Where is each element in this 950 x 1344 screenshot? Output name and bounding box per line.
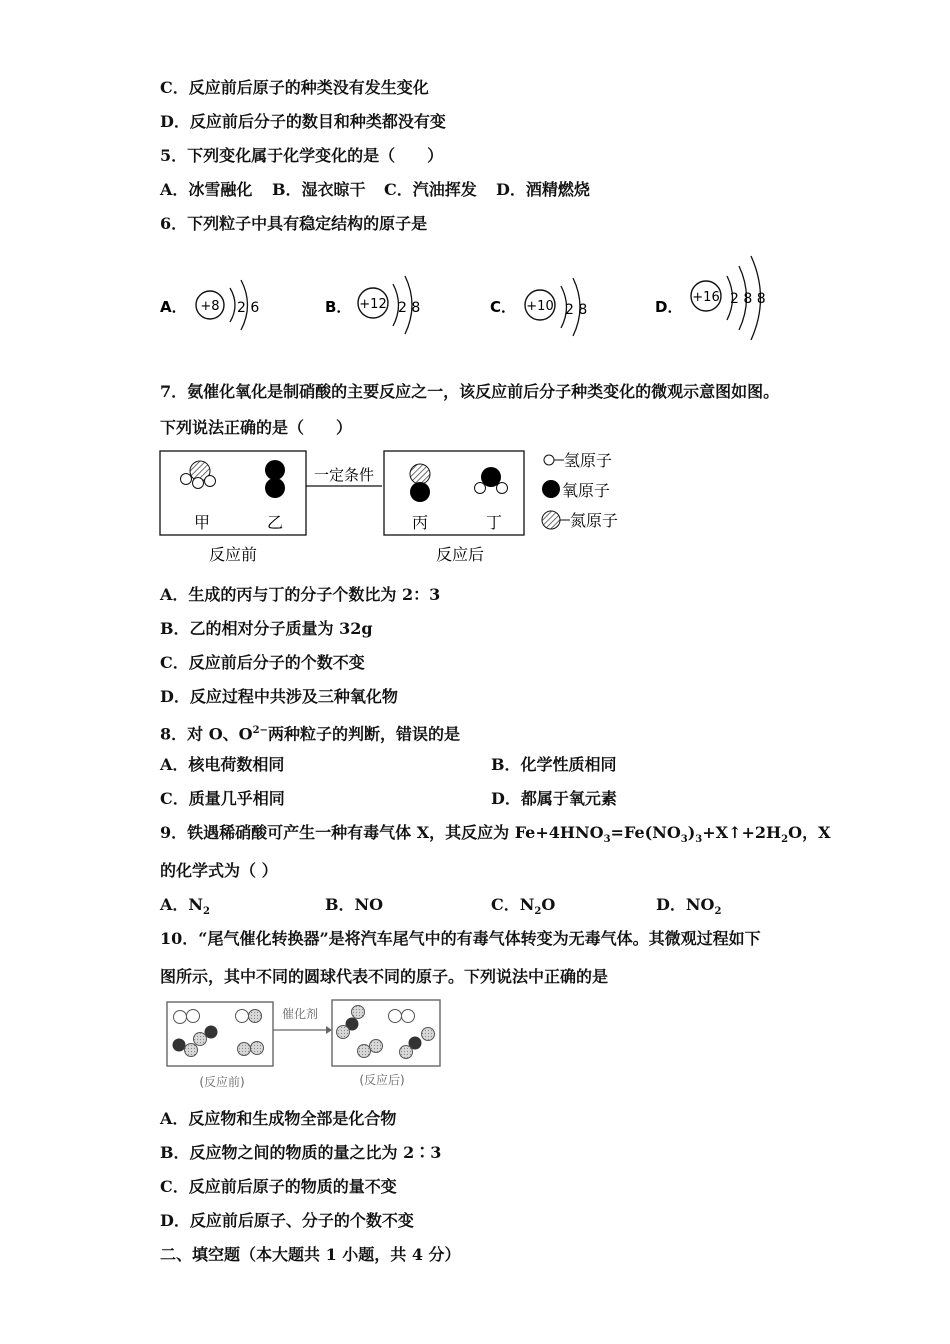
q6-option-c-nucleus: +10 — [526, 299, 554, 314]
q6-option-a-nucleus: +8 — [200, 299, 220, 314]
legend-nitrogen — [542, 511, 618, 530]
q9-option-a: A．$N_2$ — [160, 895, 211, 918]
q4-option-c: C．反应前后原子的种类没有发生变化 — [160, 78, 429, 97]
q6-option-b-label: B． — [325, 298, 352, 316]
no-molecule — [410, 464, 430, 502]
q6-option-d-nucleus: +16 — [692, 290, 720, 305]
q4-option-d: D．反应前后分子的数目和种类都没有变 — [160, 112, 446, 131]
q8-option-b: B．化学性质相同 — [491, 755, 617, 774]
q6-option-a — [160, 280, 259, 330]
q6-option-d-label: D． — [655, 298, 683, 316]
q9-stem-line2: 的化学式为（ ） — [160, 861, 278, 880]
reaction-condition: 一定条件 — [313, 466, 375, 484]
q6-option-b — [325, 276, 420, 334]
q8-option-d: D．都属于氧元素 — [491, 789, 617, 808]
q10-stem-line2: 图所示，其中不同的圆球代表不同的原子。下列说法中正确的是 — [160, 967, 609, 986]
q5-option-c: C．汽油挥发 — [384, 180, 477, 199]
q10-catalyst-figure — [160, 996, 450, 1094]
q5-option-a: A．冰雪融化 — [160, 180, 253, 199]
q10-option-b: B．反应物之间的物质的量之比为 2∶3 — [160, 1143, 442, 1162]
q9-option-b: B．NO — [325, 895, 384, 914]
q7-reaction-figure — [158, 446, 658, 572]
legend-hydrogen-label: 氢原子 — [564, 451, 613, 470]
q6-option-a-shells: 2 6 — [237, 300, 260, 316]
q10-option-d: D．反应前后原子、分子的个数不变 — [160, 1211, 414, 1230]
q7-stem-line1: 7．氨催化氧化是制硝酸的主要反应之一，该反应前后分子种类变化的微观示意图如图。 — [160, 382, 780, 401]
before-box — [160, 451, 306, 535]
legend-oxygen — [542, 480, 610, 500]
after-label: (反应后) — [359, 1073, 405, 1087]
before-label: (反应前) — [199, 1075, 245, 1089]
h2o-molecule — [475, 467, 508, 494]
q6-option-b-nucleus: +12 — [359, 297, 387, 312]
q10-stem-line1: 10．“尾气催化转换器”是将汽车尾气中的有毒气体转变为无毒气体。其微观过程如下 — [160, 929, 761, 948]
q7-option-b: B．乙的相对分子质量为 32g — [160, 619, 373, 638]
q7-option-a: A．生成的丙与丁的分子个数比为 2：3 — [160, 585, 441, 604]
q6-option-c — [490, 278, 587, 336]
label-jia: 甲 — [193, 513, 211, 532]
legend-nitrogen-label: 氮原子 — [570, 511, 619, 530]
q8-option-c: C．质量几乎相同 — [160, 789, 285, 808]
label-bing: 丙 — [411, 513, 429, 532]
q6-option-a-label: A． — [160, 298, 187, 316]
o2-molecule — [265, 460, 285, 498]
q9-option-d: D．$NO_2$ — [656, 895, 722, 918]
q9-stem-line1: 9．铁遇稀硝酸可产生一种有毒气体 X，其反应为 $Fe+4HNO_3=Fe(NO_3)_3+X↑+2H_2O$，X — [160, 823, 831, 846]
q5-option-b: B．湿衣晾干 — [272, 180, 366, 199]
label-after: 反应后 — [435, 545, 485, 564]
nh3-molecule — [181, 461, 216, 489]
catalyst-label: 催化剂 — [281, 1007, 319, 1021]
q6-stem: 6．下列粒子中具有稳定结构的原子是 — [160, 214, 428, 233]
q9-option-c: C．$N_2O$ — [491, 895, 556, 918]
q6-option-c-label: C． — [490, 298, 517, 316]
q10-option-a: A．反应物和生成物全部是化合物 — [160, 1109, 397, 1128]
q6-option-d-shells: 2 8 8 — [730, 291, 766, 307]
label-yi: 乙 — [266, 513, 284, 532]
q8-option-a: A．核电荷数相同 — [160, 755, 285, 774]
legend-oxygen-label: 氧原子 — [562, 481, 611, 500]
q6-option-d — [655, 256, 766, 340]
q7-stem-line2: 下列说法正确的是（ ） — [160, 418, 353, 437]
label-ding: 丁 — [485, 513, 503, 532]
q5-stem: 5．下列变化属于化学变化的是（ ） — [160, 146, 444, 165]
legend-hydrogen — [544, 451, 612, 470]
q7-option-d: D．反应过程中共涉及三种氧化物 — [160, 687, 398, 706]
label-before: 反应前 — [208, 545, 258, 564]
q10-option-c: C．反应前后原子的物质的量不变 — [160, 1177, 397, 1196]
q6-option-b-shells: 2 8 — [398, 300, 421, 316]
q5-option-d: D．酒精燃烧 — [496, 180, 590, 199]
section-2-heading: 二、填空题（本大题共 1 小题，共 4 分） — [160, 1245, 461, 1264]
atom-structure-figure — [150, 248, 790, 343]
q7-option-c: C．反应前后分子的个数不变 — [160, 653, 365, 672]
q8-stem: 8．对 O、$O^{2-}$两种粒子的判断，错误的是 — [160, 724, 460, 744]
q6-option-c-shells: 2 8 — [565, 302, 588, 318]
